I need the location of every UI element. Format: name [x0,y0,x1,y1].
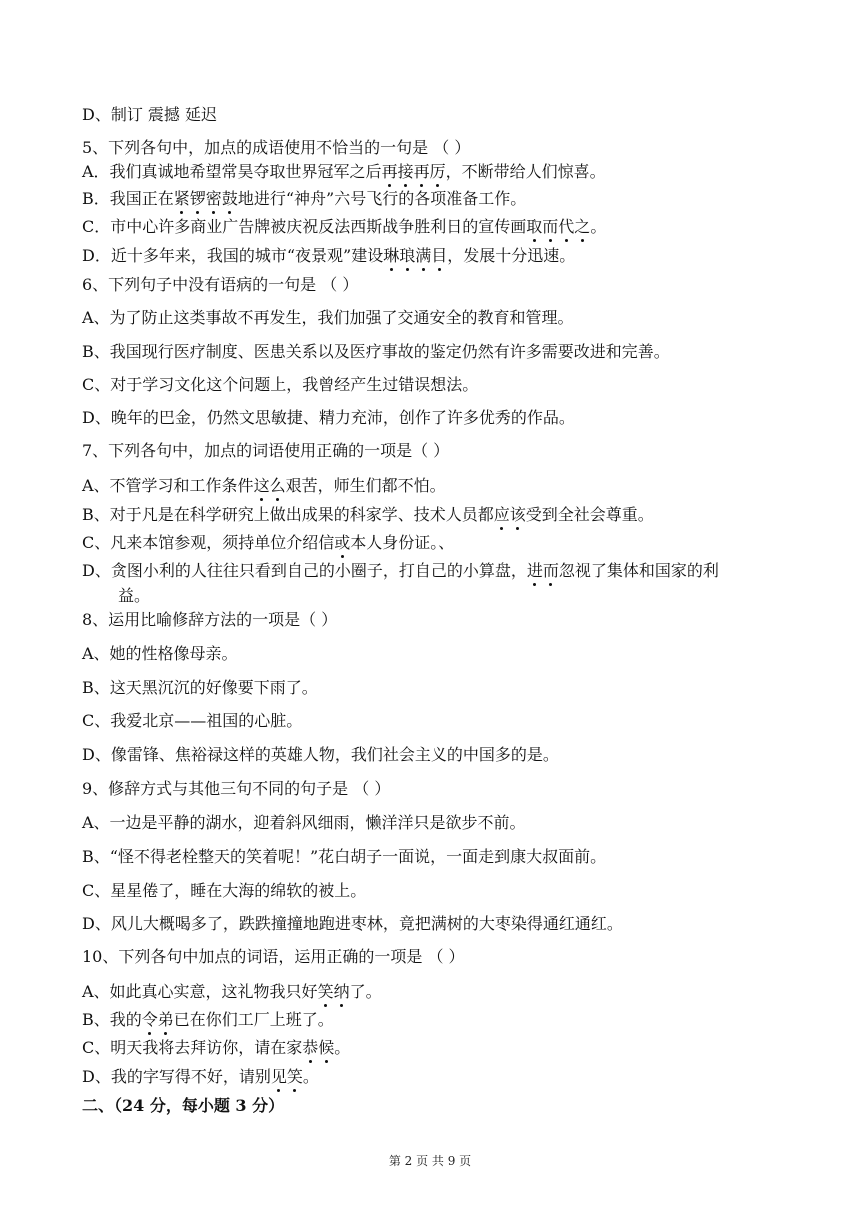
emphasis-dot-char: 进 [526,561,543,580]
question-5: 5、下列各句中，加点的成语使用不恰当的一句是 （ ） [82,138,471,157]
option-8a: A、她的性格像母亲。 [82,644,238,663]
emphasis-dot-char: 琅 [399,246,416,265]
option-10a: A、如此真心实意，这礼物我只好笑纳了。 [82,982,382,1001]
emphasis-dot-char: 琳 [383,246,400,265]
option-9b: B、“怪不得老栓整天的笑着呢！”花白胡子一面说，一面走到康大叔面前。 [82,847,607,866]
question-10: 10、下列各句中加点的词语，运用正确的一项是 （ ） [82,947,465,966]
emphasis-dot-char: 紧 [173,189,190,208]
option-7b: B、对于凡是在科学研究上做出成果的科家学、技术人员都应该受到全社会尊重。 [82,505,654,524]
emphasis-dot-char: 笑 [286,1067,303,1086]
emphasis-dot-char: 么 [269,476,286,495]
question-6: 6、下列句子中没有语病的一句是 （ ） [82,275,359,294]
option-5a: A．我们真诚地希望常昊夺取世界冠军之后再接再厉，不断带给人们惊喜。 [82,162,606,181]
emphasis-dot-char: 代 [558,217,575,236]
option-5b: B．我国正在紧锣密鼓地进行“神舟”六号飞行的各项准备工作。 [82,189,527,208]
emphasis-dot-char: 候 [318,1038,335,1057]
emphasis-dot-char: 锣 [189,189,206,208]
option-6b: B、我国现行医疗制度、医患关系以及医疗事故的鉴定仍然有许多需要改进和完善。 [82,342,670,361]
emphasis-dot-char: 取 [526,217,543,236]
emphasis-dot-char: 密 [205,189,222,208]
option-8d: D、像雷锋、焦裕禄这样的英雄人物，我们社会主义的中国多的是。 [82,745,559,764]
emphasis-dot-char: 纳 [333,982,350,1001]
option-4d: D、制订 震撼 延迟 [82,105,218,124]
option-10b: B、我的令弟已在你们工厂上班了。 [82,1010,334,1029]
option-10d: D、我的字写得不好，请别见笑。 [82,1067,319,1086]
emphasis-dot-char: 应 [493,505,510,524]
emphasis-dot-char: 该 [509,505,526,524]
option-10c: C、明天我将去拜访你，请在家恭候。 [82,1038,351,1057]
option-5c: C．市中心许多商业广告牌被庆祝反法西斯战争胜利日的宣传画取而代之。 [82,217,607,236]
emphasis-dot-char: 这 [253,476,270,495]
emphasis-dot-char: 鼓 [221,189,238,208]
emphasis-dot-char: 厉 [429,162,446,181]
emphasis-dot-char: 弟 [157,1010,174,1029]
option-8b: B、这天黑沉沉的好像要下雨了。 [82,678,318,697]
option-9a: A、一边是平静的湖水，迎着斜风细雨，懒洋洋只是欲步不前。 [82,813,526,832]
option-7d: D、贪图小利的人往往只看到自己的小圈子，打自己的小算盘，进而忽视了集体和国家的利 [82,561,719,580]
emphasis-dot-char: 再 [381,162,398,181]
emphasis-dot-char: 目 [431,246,448,265]
emphasis-dot-char: 或 [334,533,351,552]
emphasis-dot-char: 满 [415,246,432,265]
emphasis-dot-char: 令 [141,1010,158,1029]
emphasis-dot-char: 之 [574,217,591,236]
emphasis-dot-char: 接 [397,162,414,181]
option-8c: C、我爱北京——祖国的心脏。 [82,711,303,730]
option-7a: A、不管学习和工作条件这么艰苦，师生们都不怕。 [82,476,446,495]
option-5d: D．近十多年来，我国的城市“夜景观”建设琳琅满目，发展十分迅速。 [82,246,576,265]
section-2-heading: 二、（24 分，每小题 3 分） [82,1096,285,1115]
page-footer: 第 2 页 共 9 页 [388,1154,472,1168]
emphasis-dot-char: 再 [413,162,430,181]
option-9c: C、星星倦了，睡在大海的绵软的被上。 [82,881,367,900]
question-7: 7、下列各句中，加点的词语使用正确的一项是（ ） [82,441,450,460]
emphasis-dot-char: 笑 [317,982,334,1001]
emphasis-dot-char: 见 [270,1067,287,1086]
option-7d-continued: 益。 [118,586,151,605]
emphasis-dot-char: 而 [542,217,559,236]
emphasis-dot-char: 而 [542,561,559,580]
option-9d: D、风儿大概喝多了，跌跌撞撞地跑进枣林，竟把满树的大枣染得通红通红。 [82,914,623,933]
question-8: 8、运用比喻修辞方法的一项是（ ） [82,610,338,629]
option-7c: C、凡来本馆参观，须持单位介绍信或本人身份证。、 [82,533,455,552]
option-6c: C、对于学习文化这个问题上，我曾经产生过错误想法。 [82,375,479,394]
option-6d: D、晚年的巴金，仍然文思敏捷、精力充沛，创作了许多优秀的作品。 [82,408,575,427]
option-6a: A、为了防止这类事故不再发生，我们加强了交通安全的教育和管理。 [82,308,574,327]
emphasis-dot-char: 恭 [302,1038,319,1057]
question-9: 9、修辞方式与其他三句不同的句子是 （ ） [82,779,391,798]
